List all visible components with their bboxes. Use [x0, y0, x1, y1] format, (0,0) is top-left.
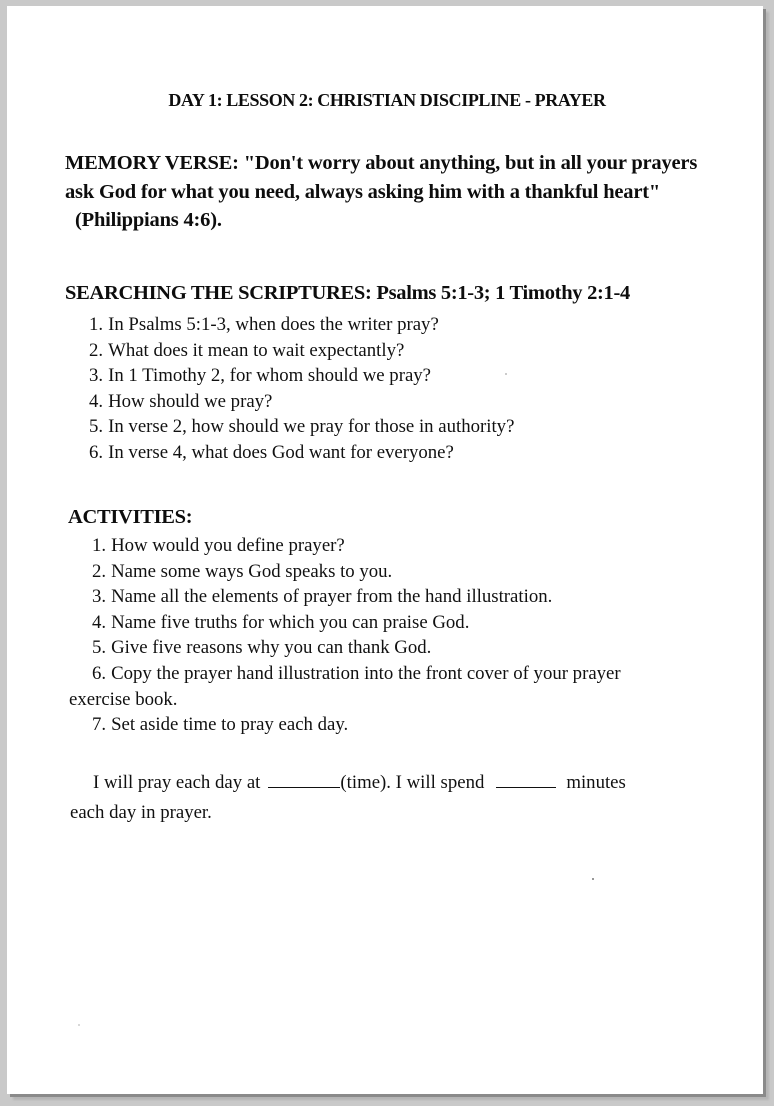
item-number: 2.: [92, 560, 107, 582]
list-item: [92, 610, 732, 636]
prayer-commitment: [70, 768, 730, 828]
item-number: 1.: [92, 535, 107, 556]
item-text: Give five reasons why you can thank God.: [111, 637, 432, 659]
memory-verse-label: MEMORY VERSE:: [65, 152, 239, 174]
scan-speck: [78, 1024, 80, 1026]
commitment-text-4: each day in prayer.: [70, 802, 212, 823]
scan-speck: [592, 878, 594, 880]
item-text-continuation: exercise book.: [69, 688, 178, 710]
memory-verse-text: "Don't worry about anything, but in all your prayers ask God for what you need, always asking him with a thankful heart": [65, 152, 698, 203]
list-item: [92, 533, 732, 559]
list-item: [89, 312, 514, 338]
item-number: 4.: [89, 390, 104, 412]
item-number: 6.: [92, 662, 107, 684]
list-item: [89, 414, 514, 440]
item-number: 4.: [92, 611, 107, 633]
item-text: In verse 4, what does God want for everyone?: [108, 441, 454, 463]
list-item: [92, 584, 732, 610]
item-text: What does it mean to wait expectantly?: [108, 339, 405, 361]
item-text: In 1 Timothy 2, for whom should we pray?: [108, 365, 432, 387]
item-text: Name some ways God speaks to you.: [111, 560, 393, 582]
searching-scriptures-heading: SEARCHING THE SCRIPTURES: Psalms 5:1-3; 1 Timothy 2:1-4: [65, 282, 630, 304]
item-number: 7.: [92, 714, 107, 736]
commitment-text-1: I will pray each day at: [93, 772, 261, 793]
activities-list: [69, 533, 732, 738]
item-text: Name all the elements of prayer from the hand illustration.: [111, 586, 553, 608]
item-text: In verse 2, how should we pray for those in authority?: [108, 416, 515, 438]
list-item: [92, 559, 732, 585]
commitment-text-3: minutes: [566, 772, 626, 793]
list-item: [69, 661, 732, 712]
item-number: 2.: [89, 339, 104, 361]
commitment-text-2: (time). I will spend: [340, 772, 485, 793]
lesson-title: DAY 1: LESSON 2: CHRISTIAN DISCIPLINE - PRAYER: [168, 90, 606, 110]
list-item: [92, 635, 732, 661]
list-item: [92, 712, 732, 738]
list-item: [89, 363, 514, 389]
item-number: 3.: [92, 586, 107, 608]
item-number: 6.: [89, 441, 104, 463]
item-number: 5.: [92, 637, 107, 659]
item-text: How should we pray?: [108, 390, 273, 412]
minutes-blank[interactable]: [496, 770, 556, 788]
item-text: Set aside time to pray each day.: [111, 714, 349, 736]
item-number: 3.: [89, 365, 104, 387]
searching-scriptures-list: [89, 312, 514, 466]
memory-verse: [65, 149, 715, 235]
list-item: [89, 440, 514, 466]
item-text: In Psalms 5:1-3, when does the writer pray?: [108, 314, 439, 335]
item-number: 1.: [89, 314, 104, 335]
memory-verse-reference: (Philippians 4:6).: [75, 209, 222, 231]
time-blank[interactable]: [268, 770, 340, 788]
activities-heading: ACTIVITIES:: [68, 506, 193, 528]
item-number: 5.: [89, 416, 104, 438]
scan-speck: [505, 373, 507, 375]
item-text: Copy the prayer hand illustration into the front cover of your prayer: [111, 662, 621, 684]
list-item: [89, 389, 514, 415]
item-text: Name five truths for which you can praise God.: [111, 611, 470, 633]
item-text: How would you define prayer?: [111, 535, 345, 556]
list-item: [89, 338, 514, 364]
